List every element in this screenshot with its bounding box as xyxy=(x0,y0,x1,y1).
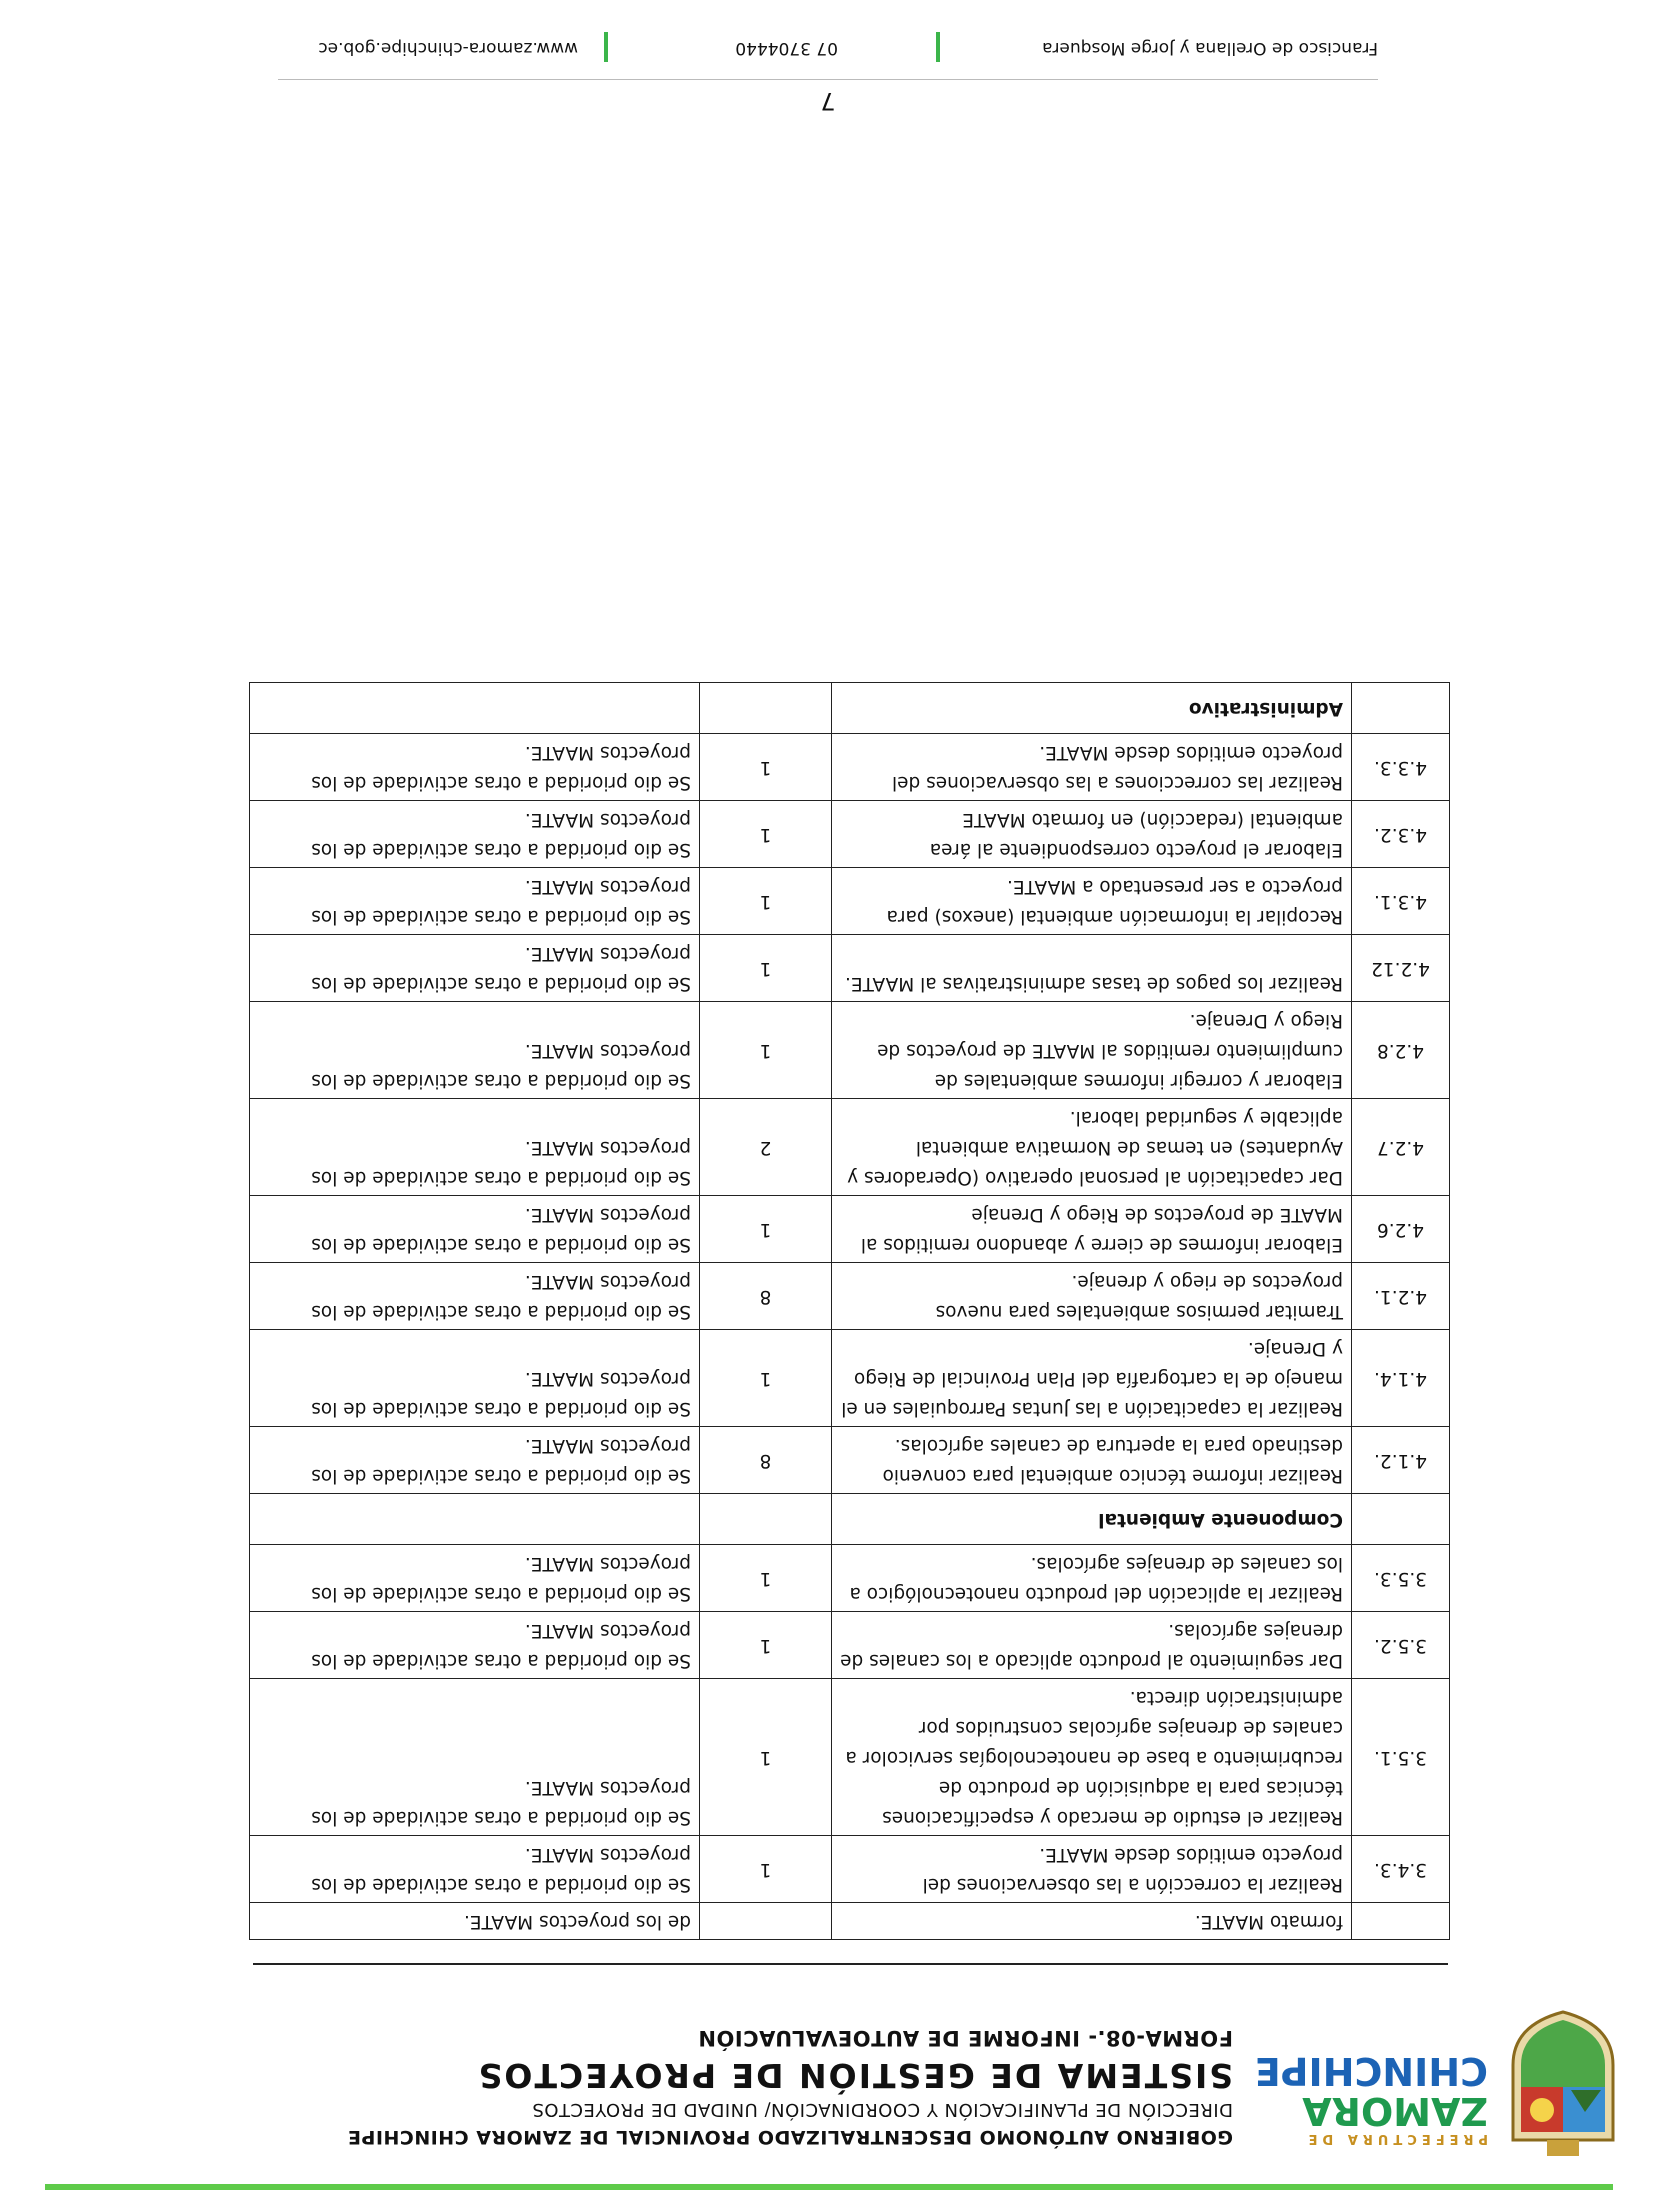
activity-description-cell: Recopilar la información ambiental (anexos) para proyecto a ser presentado a MAATE. xyxy=(832,868,1352,935)
table-row xyxy=(250,868,1450,935)
activity-quantity-cell: 1 xyxy=(700,1330,832,1427)
table-row xyxy=(250,1196,1450,1263)
activity-code-cell: 3.5.2. xyxy=(1352,1612,1450,1679)
section-empty-cell xyxy=(250,683,700,734)
activity-note-cell: Se dio prioridad a otras actividade de los proyectos MAATE. xyxy=(250,734,700,801)
top-green-bar xyxy=(45,2184,1613,2190)
activity-description-cell: Realizar informe técnico ambiental para convenio destinado para la apertura de canales agrícolas. xyxy=(832,1427,1352,1494)
activity-quantity-cell: 2 xyxy=(700,1099,832,1196)
section-empty-cell xyxy=(700,683,832,734)
activity-note-cell: Se dio prioridad a otras actividade de los proyectos MAATE. xyxy=(250,1099,700,1196)
section-row xyxy=(250,1494,1450,1545)
activity-quantity-cell: 8 xyxy=(700,1263,832,1330)
activity-code-cell: 3.5.3. xyxy=(1352,1545,1450,1612)
table-row xyxy=(250,734,1450,801)
activity-description-cell: Tramitar permisos ambientales para nuevos proyectos de riego y drenaje. xyxy=(832,1263,1352,1330)
activity-quantity-cell: 1 xyxy=(700,1612,832,1679)
activity-code-cell xyxy=(1352,1903,1450,1940)
footer-phone: 07 3704440 xyxy=(735,38,838,58)
activity-quantity-cell: 1 xyxy=(700,1002,832,1099)
table-row xyxy=(250,1903,1450,1940)
section-empty-cell xyxy=(700,1494,832,1545)
activity-code-cell: 3.5.1. xyxy=(1352,1679,1450,1836)
table-row xyxy=(250,1263,1450,1330)
activity-note-cell: Se dio prioridad a otras actividade de los proyectos MAATE. xyxy=(250,1612,700,1679)
activity-code-cell: 4.1.2. xyxy=(1352,1427,1450,1494)
activity-note-cell: Se dio prioridad a otras actividade de los proyectos MAATE. xyxy=(250,868,700,935)
activity-note-cell: Se dio prioridad a otras actividade de los proyectos MAATE. xyxy=(250,1002,700,1099)
activity-quantity-cell: 1 xyxy=(700,1545,832,1612)
activity-quantity-cell xyxy=(700,1903,832,1940)
activity-description-cell: Elaborar y corregir informes ambientales de cumplimiento remitidos al MAATE de proyectos de Riego y Drenaje. xyxy=(832,1002,1352,1099)
activity-description-cell: Realizar la aplicación del producto nanotecnológico a los canales de drenajes agrícolas. xyxy=(832,1545,1352,1612)
activity-note-cell: Se dio prioridad a otras actividade de los proyectos MAATE. xyxy=(250,1427,700,1494)
activity-note-cell: Se dio prioridad a otras actividade de los proyectos MAATE. xyxy=(250,1836,700,1903)
table-row xyxy=(250,935,1450,1002)
brand-wordmark xyxy=(1248,2051,1488,2146)
activity-note-cell: Se dio prioridad a otras actividade de los proyectos MAATE. xyxy=(250,1545,700,1612)
table-row xyxy=(250,1099,1450,1196)
activity-description-cell: Elaborar el proyecto correspondiente al área ambiental (redacción) en formato MAATE xyxy=(832,801,1352,868)
activity-description-cell: Dar seguimiento al producto aplicado a los canales de drenajes agrícolas. xyxy=(832,1612,1352,1679)
provincial-coat-of-arms-logo xyxy=(1503,2010,1623,2160)
activity-quantity-cell: 8 xyxy=(700,1427,832,1494)
table-row xyxy=(250,1836,1450,1903)
brand-line-2: CHINCHIPE xyxy=(1254,2049,1488,2093)
brand-prefix: PREFECTURA DE xyxy=(1303,2131,1488,2146)
activity-code-cell: 4.2.12 xyxy=(1352,935,1450,1002)
activities-table-body xyxy=(250,683,1450,1940)
footer-website: www.zamora-chinchipe.gob.ec xyxy=(318,38,578,58)
activity-code-cell: 4.3.1. xyxy=(1352,868,1450,935)
activity-description-cell: Realizar la corrección a las observaciones del proyecto emitidos desde MAATE. xyxy=(832,1836,1352,1903)
activity-description-cell: Realizar las correcciones a las observaciones del proyecto emitidos desde MAATE. xyxy=(832,734,1352,801)
department-name: DIRECCIÓN DE PLANIFICACIÓN Y COORDINACIÓN/ UNIDAD DE PROYECTOS xyxy=(531,2099,1233,2120)
activities-table xyxy=(249,682,1450,1940)
activity-code-cell: 4.3.2. xyxy=(1352,801,1450,868)
activity-quantity-cell: 1 xyxy=(700,801,832,868)
activity-code-cell: 4.2.1. xyxy=(1352,1263,1450,1330)
activity-quantity-cell: 1 xyxy=(700,1196,832,1263)
section-empty-cell xyxy=(1352,1494,1450,1545)
table-row xyxy=(250,1679,1450,1836)
activity-quantity-cell: 1 xyxy=(700,868,832,935)
table-row xyxy=(250,1002,1450,1099)
activity-description-cell: Realizar el estudio de mercado y especificaciones técnicas para la adquisición de producto de recubrimiento a base de nanotecnologías servicolor a canales de drenajes agrícolas construidos por administración directa. xyxy=(832,1679,1352,1836)
activity-code-cell: 4.3.3. xyxy=(1352,734,1450,801)
page-number: 7 xyxy=(820,87,836,115)
header-text-block xyxy=(243,2026,1233,2148)
activity-quantity-cell: 1 xyxy=(700,1836,832,1903)
activity-code-cell: 4.2.6 xyxy=(1352,1196,1450,1263)
activity-note-cell: Se dio prioridad a otras actividade de los proyectos MAATE. xyxy=(250,1196,700,1263)
activity-description-cell: Realizar los pagos de tasas administrativas al MAATE. xyxy=(832,935,1352,1002)
system-title: SISTEMA DE GESTIÓN DE PROYECTOS xyxy=(476,2056,1233,2095)
activity-note-cell: Se dio prioridad a otras actividade de los proyectos MAATE. xyxy=(250,1330,700,1427)
footer-divider xyxy=(278,79,1378,80)
activity-description-cell: Realizar la capacitación a las Juntas Parroquiales en el manejo de la cartografía del Plan Provincial de Riego y Drenaje. xyxy=(832,1330,1352,1427)
table-row xyxy=(250,1612,1450,1679)
activity-note-cell: Se dio prioridad a otras actividade de los proyectos MAATE. xyxy=(250,1679,700,1836)
page-footer xyxy=(278,26,1378,70)
table-row xyxy=(250,1330,1450,1427)
section-title: Componente Ambiental xyxy=(832,1494,1352,1545)
activity-quantity-cell: 1 xyxy=(700,935,832,1002)
activity-quantity-cell: 1 xyxy=(700,734,832,801)
table-row xyxy=(250,1545,1450,1612)
footer-address: Francisco de Orellana y Jorge Mosquera xyxy=(1042,38,1378,58)
activity-description-cell: Elaborar informes de cierre y abandono remitidos al MAATE de proyectos de Riego y Drenaje xyxy=(832,1196,1352,1263)
activity-code-cell: 3.4.3. xyxy=(1352,1836,1450,1903)
brand-line-1: ZAMORA xyxy=(1302,2089,1488,2133)
header-divider xyxy=(253,1963,1448,1965)
section-empty-cell xyxy=(1352,683,1450,734)
document-header xyxy=(248,1985,1488,2160)
table-row xyxy=(250,1427,1450,1494)
footer-separator xyxy=(936,32,940,62)
activity-quantity-cell: 1 xyxy=(700,1679,832,1836)
activity-code-cell: 4.2.8 xyxy=(1352,1002,1450,1099)
activity-description-cell: formato MAATE. xyxy=(832,1903,1352,1940)
activity-note-cell: Se dio prioridad a otras actividade de los proyectos MAATE. xyxy=(250,801,700,868)
section-empty-cell xyxy=(250,1494,700,1545)
footer-separator xyxy=(604,32,608,62)
section-row xyxy=(250,683,1450,734)
activity-note-cell: Se dio prioridad a otras actividade de los proyectos MAATE. xyxy=(250,1263,700,1330)
activity-code-cell: 4.1.4. xyxy=(1352,1330,1450,1427)
form-title: FORMA-08.- INFORME DE AUTOEVALUACIÓN xyxy=(697,2026,1233,2050)
table-row xyxy=(250,801,1450,868)
activity-description-cell: Dar capacitación al personal operativo (Operadores y Ayudantes) en temas de Normativa ambiental aplicable y seguridad laboral. xyxy=(832,1099,1352,1196)
government-name: GOBIERNO AUTÓNOMO DESCENTRALIZADO PROVINCIAL DE ZAMORA CHINCHIPE xyxy=(347,2126,1233,2148)
activity-code-cell: 4.2.7 xyxy=(1352,1099,1450,1196)
activity-note-cell: Se dio prioridad a otras actividade de los proyectos MAATE. xyxy=(250,935,700,1002)
section-title: Administrativo xyxy=(832,683,1352,734)
activity-note-cell: de los proyectos MAATE. xyxy=(250,1903,700,1940)
